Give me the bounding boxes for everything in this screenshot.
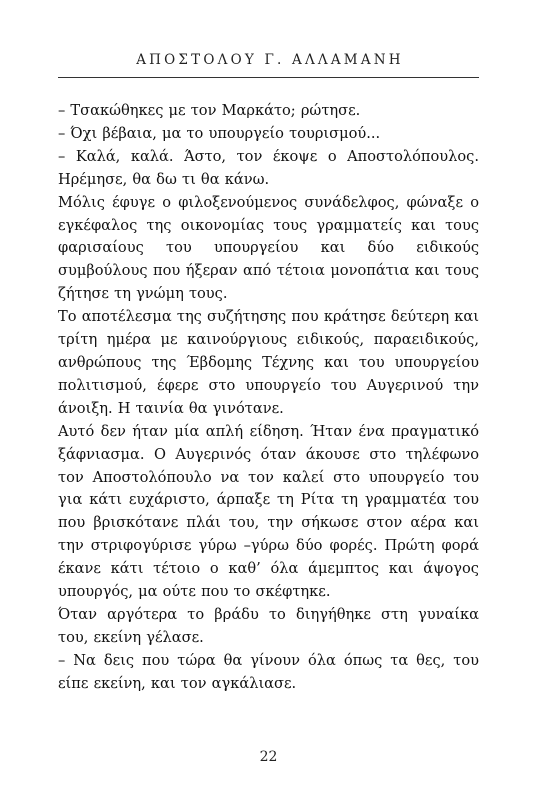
paragraph-2: – Όχι βέβαια, μα το υπουργείο τουρισμού...: [58, 124, 381, 142]
paragraph-8: – Να δεις που τώρα θα γίνουν όλα όπως τα θες, του είπε εκείνη, και τον αγκάλιασε.: [58, 651, 479, 692]
paragraph-5: Το αποτέλεσμα της συζήτησης που κράτησε δεύτερη και τρίτη ημέρα με καινούργιους ειδικούς, παραειδικούς, ανθρώπους της Έβδομης Τέχνης και του υπουργείου πολιτισμού, έφερε στο υπουργείο του Αυγερινού την άνοιξη. Η ταινία θα γινότανε.: [58, 308, 479, 417]
paragraph-7: Όταν αργότερα το βράδυ το διηγήθηκε στη γυναίκα του, εκείνη γέλασε.: [58, 605, 479, 646]
paragraph-6: Αυτό δεν ήταν μία απλή είδηση. Ήταν ένα πραγματικό ξάφνιασμα. Ο Αυγερινός όταν άκουσε στο τηλέφωνο τον Αποστολόπουλο να τον καλεί στο υπουργείο του για κάτι ευχάριστο, άρπαξε τη Ρίτα τη γραμματέα του που βρισκότανε πλάι του, την σήκωσε στον αέρα και την στριφογύρισε γύρω –γύρω δύο φορές. Πρώτη φορά έκανε κάτι τέτοιο ο καθ’ όλα άμεμπτος και άψογος υπουργός, μα ούτε που το σκέφτηκε.: [58, 422, 479, 601]
running-head-title: ΑΠΟΣΤΟΛΟΥ Γ. ΑΛΛΑΜΑΝΗ: [136, 52, 404, 68]
header-rule: [58, 77, 479, 78]
paragraph-1: – Τσακώθηκες με τον Μαρκάτο; ρώτησε.: [58, 102, 361, 119]
paragraph-4: Μόλις έφυγε ο φιλοξενούμενος συνάδελφος, φώναξε ο εγκέφαλος της οικονομίας τους γραμματείς και τους φαρισαίους του υπουργείου και δύο ειδικούς συμβούλους που ήξεραν από τέτοια μονοπάτια και τους ζήτησε τη γνώμη τους.: [58, 193, 479, 303]
page-number: 22: [259, 749, 278, 765]
paragraph-3: – Καλά, καλά. Άστο, τον έκοψε ο Αποστολόπουλος. Ηρέμησε, θα δω τι θα κάνω.: [58, 147, 479, 188]
body-text: [58, 100, 479, 696]
